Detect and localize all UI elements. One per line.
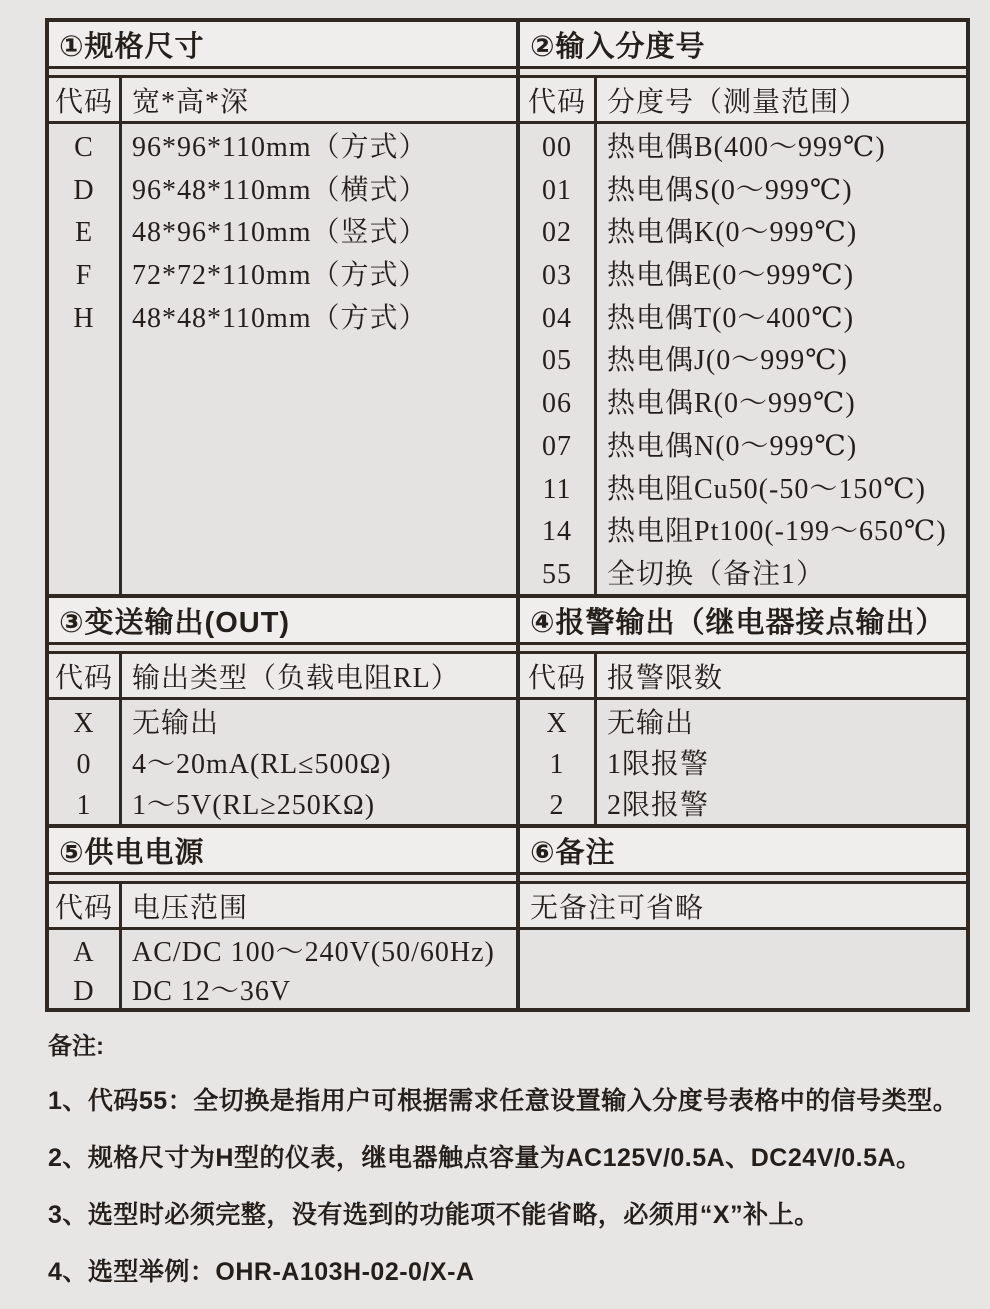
footnote-1: 1、代码55：全切换是指用户可根据需求任意设置输入分度号表格中的信号类型。 bbox=[48, 1087, 959, 1115]
section-spec-size bbox=[49, 22, 516, 594]
desc-cell: 96*96*110mm（方式） bbox=[132, 132, 428, 163]
code-cell: 03 bbox=[542, 260, 572, 292]
code-cell: 02 bbox=[542, 217, 572, 249]
desc-cell: DC 12～36V bbox=[132, 976, 292, 1007]
desc-cell: 热电偶N(0～999℃) bbox=[607, 430, 858, 462]
selection-code-table bbox=[45, 18, 970, 1012]
code-cell: 0 bbox=[76, 749, 92, 780]
cell-remark bbox=[520, 828, 966, 1008]
column-header-row bbox=[520, 78, 966, 124]
code-column-header: 代码 bbox=[49, 884, 122, 927]
cell-input-graduation bbox=[520, 22, 966, 598]
desc-column bbox=[597, 700, 966, 824]
desc-column-header: 分度号（测量范围） bbox=[607, 86, 869, 118]
section-alarm-output bbox=[520, 598, 966, 824]
footnote-3: 3、选型时必须完整，没有选到的功能项不能省略，必须用“X”补上。 bbox=[48, 1201, 820, 1229]
desc-column-header: 输出类型（负载电阻RL） bbox=[132, 662, 460, 694]
code-column-header: 代码 bbox=[49, 654, 122, 697]
desc-cell: 48*48*110mm（方式） bbox=[132, 302, 428, 334]
footnotes bbox=[48, 1026, 958, 1309]
code-cell: 06 bbox=[542, 388, 572, 420]
column-header-row bbox=[49, 884, 516, 930]
code-column bbox=[49, 930, 122, 1008]
desc-cell: 1限报警 bbox=[607, 749, 710, 780]
section-transmit-output bbox=[49, 598, 516, 824]
code-cell: 04 bbox=[542, 302, 572, 334]
desc-cell: 4～20mA(RL≤500Ω) bbox=[132, 749, 392, 780]
cell-spec-size bbox=[49, 22, 520, 598]
code-column-header: 代码 bbox=[520, 654, 597, 697]
code-cell: C bbox=[74, 132, 94, 163]
section-title: ②输入分度号 bbox=[520, 22, 966, 69]
section-power-supply bbox=[49, 828, 516, 1008]
desc-cell: 72*72*110mm（方式） bbox=[132, 260, 428, 292]
code-cell: D bbox=[73, 976, 95, 1007]
desc-cell: 热电偶K(0～999℃) bbox=[607, 217, 858, 249]
cell-power-supply bbox=[49, 828, 520, 1008]
code-column bbox=[49, 700, 122, 824]
code-cell: D bbox=[73, 174, 95, 206]
footnote-4: 4、选型举例：OHR-A103H-02-0/X-A bbox=[48, 1258, 475, 1286]
desc-cell: 热电偶T(0～400℃) bbox=[607, 302, 855, 334]
desc-cell: 1～5V(RL≥250KΩ) bbox=[132, 790, 376, 821]
desc-cell: 96*48*110mm（横式） bbox=[132, 174, 428, 206]
column-header-row bbox=[49, 654, 516, 700]
desc-column-header: 报警限数 bbox=[607, 662, 724, 694]
footnotes-heading: 备注: bbox=[48, 1033, 104, 1060]
code-cell: 55 bbox=[542, 558, 572, 590]
desc-cell: 热电偶B(400～999℃) bbox=[607, 132, 886, 163]
code-cell: 07 bbox=[542, 430, 572, 462]
cell-alarm-output bbox=[520, 598, 966, 828]
code-cell: 14 bbox=[542, 516, 572, 548]
desc-cell: 热电偶E(0～999℃) bbox=[607, 260, 855, 292]
code-column bbox=[520, 700, 597, 824]
code-cell: 1 bbox=[76, 790, 92, 821]
desc-column-header: 宽*高*深 bbox=[132, 86, 250, 118]
desc-cell: AC/DC 100～240V(50/60Hz) bbox=[132, 937, 495, 968]
code-cell: X bbox=[73, 708, 95, 739]
desc-column bbox=[122, 700, 516, 824]
desc-cell: 热电偶S(0～999℃) bbox=[607, 174, 853, 206]
section-input-graduation bbox=[520, 22, 966, 594]
desc-cell: 2限报警 bbox=[607, 790, 710, 821]
code-cell: 05 bbox=[542, 345, 572, 377]
code-cell: X bbox=[546, 708, 568, 739]
desc-cell: 无输出 bbox=[132, 708, 220, 739]
desc-cell: 全切换（备注1） bbox=[607, 558, 826, 590]
section-title: ③变送输出(OUT) bbox=[49, 598, 516, 645]
code-cell: 2 bbox=[549, 790, 565, 821]
section-title: ④报警输出（继电器接点输出） bbox=[520, 598, 966, 645]
desc-column bbox=[597, 124, 966, 594]
cell-transmit-output bbox=[49, 598, 520, 828]
code-column bbox=[520, 124, 597, 594]
desc-cell: 48*96*110mm（竖式） bbox=[132, 217, 428, 249]
code-cell: A bbox=[73, 937, 95, 968]
desc-column-header: 电压范围 bbox=[132, 892, 249, 924]
desc-cell: 热电阻Cu50(-50～150℃) bbox=[607, 473, 926, 505]
section-title: ⑤供电电源 bbox=[49, 828, 516, 875]
column-header-row bbox=[49, 78, 516, 124]
column-header-row bbox=[520, 654, 966, 700]
code-cell: H bbox=[73, 302, 95, 334]
code-cell: 01 bbox=[542, 174, 572, 206]
code-cell: F bbox=[75, 260, 93, 292]
section-remark bbox=[520, 828, 966, 1008]
remark-row: 无备注可省略 bbox=[520, 884, 966, 930]
desc-cell: 热电偶R(0～999℃) bbox=[607, 388, 856, 420]
code-column bbox=[49, 124, 122, 594]
code-cell: E bbox=[74, 217, 94, 249]
code-cell: 00 bbox=[542, 132, 572, 163]
code-column-header: 代码 bbox=[520, 78, 597, 121]
desc-cell: 热电偶J(0～999℃) bbox=[607, 345, 848, 377]
desc-column bbox=[122, 930, 516, 1008]
empty-cell bbox=[520, 930, 966, 1008]
footnote-2: 2、规格尺寸为H型的仪表，继电器触点容量为AC125V/0.5A、DC24V/0.5A。 bbox=[48, 1144, 922, 1172]
desc-column bbox=[122, 124, 516, 594]
code-cell: 11 bbox=[542, 473, 572, 505]
desc-cell: 无输出 bbox=[607, 708, 695, 739]
section-title: ①规格尺寸 bbox=[49, 22, 516, 69]
code-cell: 1 bbox=[549, 749, 565, 780]
code-column-header: 代码 bbox=[49, 78, 122, 121]
desc-cell: 热电阻Pt100(-199～650℃) bbox=[607, 516, 947, 548]
section-title: ⑥备注 bbox=[520, 828, 966, 875]
